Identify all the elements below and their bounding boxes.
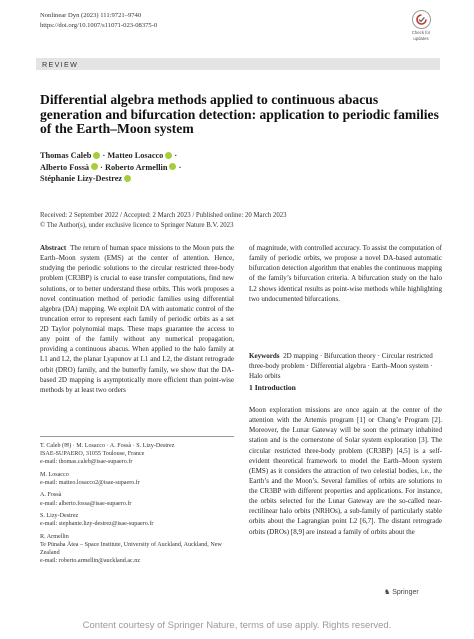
section-tag-bar [36, 58, 440, 70]
publisher-logo [384, 588, 419, 596]
author-separator: · [100, 162, 103, 172]
orcid-icon[interactable] [169, 163, 176, 170]
author-separator: · [178, 162, 182, 172]
author-name[interactable]: Alberto Fossà [40, 162, 90, 172]
email-link[interactable]: e-mail: stephanie.lizy-destrez@isae-supaero.fr [40, 521, 154, 528]
courtesy-notice: Content courtesy of Springer Nature, terms of use apply. Rights reserved. [82, 620, 392, 631]
dates-line: Received: 2 September 2022 / Accepted: 2 March 2023 / Published online: 20 March 2023 [40, 212, 287, 219]
badge-line-2: updates [413, 36, 429, 41]
footnote-line: T. Caleb (✉) · M. Losacco · A. Fossà · S. Lizy-Destrez [40, 443, 175, 449]
footnote-line: M. Losacco [40, 471, 69, 478]
badge-line-1: Check for [411, 30, 431, 35]
abstract-right-column [249, 243, 442, 304]
orcid-icon[interactable] [165, 152, 172, 159]
abstract-left-column [40, 243, 234, 395]
author-name[interactable]: Thomas Caleb [40, 151, 92, 160]
author-name[interactable]: Stéphanie Lizy-Destrez [40, 174, 123, 184]
email-link[interactable]: e-mail: matteo.losacco2@isae-supaero.fr [40, 479, 140, 486]
check-for-updates-icon [412, 10, 431, 29]
footnote-line: S. Lizy-Destrez [40, 513, 79, 520]
journal-header [40, 11, 157, 31]
intro-paragraph: Moon exploration missions are once again at the center of the attention with the Artemis program [1] or Chang’e Program [2]. Moreover, the Lunar Gateway will be soon the primary inhabited station and is the cornerstone of Solar system exploration [3]. The circular restricted three-body problem (CR3BP) [4,5] is a self-evident theoretical framework to model the Earth–Moon system (EMS) as it considers the attraction of two celestial bodies, i.e., the Earth’s and the Moon’s. Several families of orbits are solutions to the CR3BP with different properties and applications. For instance, the orbits selected for the Lunar Gateway are the so-called near-rectilinear halo orbits (NRHOs), a sub-family of particularly stable orbits about the Lagrangian point L2 [6,7]. The distant retrograde orbits (DROs) [8,9] are instead a family of orbits about the [249, 406, 442, 536]
abstract-continuation: of magnitude, with controlled accuracy. To assist the computation of family of periodic orbits, we propose a novel DA-based automatic bifurcation detection algorithm that enables the continuous mapping of the family’s bifurcation criteria. A bifurcation study on the halo L2 shows identical results as point-wise methods while highlighting two undocumented bifurcations. [249, 244, 442, 303]
author-separator: · [102, 151, 106, 160]
author-name[interactable]: Matteo Losacco [107, 151, 164, 160]
keywords-label: Keywords [249, 352, 280, 360]
author-list [40, 150, 300, 185]
footnote-block [40, 512, 234, 528]
publisher-name: Springer [392, 589, 419, 596]
publication-dates [40, 211, 287, 230]
footnote-block [40, 471, 234, 487]
footnote-block [40, 491, 234, 507]
springer-horse-icon: ♞ [384, 589, 391, 596]
footnote-line: Te Pūnaha Ātea – Space Institute, University of Auckland, Auckland, New Zealand [40, 541, 222, 557]
footnote-block [40, 533, 234, 565]
introduction-text [249, 405, 442, 537]
footnote-divider [40, 436, 234, 437]
section-tag: REVIEW [42, 59, 79, 69]
journal-citation: Nonlinear Dyn (2023) 111:9721–9740 [40, 12, 142, 19]
keywords [249, 351, 442, 381]
author-separator: · [174, 151, 178, 160]
affiliation-footnotes [40, 442, 234, 570]
author-name[interactable]: Roberto Armellin [105, 162, 168, 172]
email-link[interactable]: e-mail: thomas.caleb@isae-supaero.fr [40, 459, 133, 466]
footnote-line: R. Armellin [40, 533, 69, 540]
orcid-icon[interactable] [91, 163, 98, 170]
check-for-updates-badge[interactable] [405, 10, 437, 41]
email-link[interactable]: e-mail: roberto.armellin@auckland.ac.nz [40, 558, 141, 565]
footnote-line: ISAE-SUPAERO, 31055 Toulouse, France [40, 451, 145, 458]
email-link[interactable]: e-mail: alberto.fossa@isae-supaero.fr [40, 500, 132, 507]
paper-title: Differential algebra methods applied to continuous abacus generation and bifurcation detection: application to periodic families of the Earth–Moon system [40, 92, 439, 137]
footnote-block [40, 442, 234, 466]
orcid-icon[interactable] [124, 175, 131, 182]
keywords-text: 2D mapping · Bifurcation theory · Circular restricted three-body problem · Differential algebra · Earth–Moon system · Halo orbits [249, 352, 433, 381]
section-heading: 1 Introduction [249, 383, 296, 392]
abstract-text: The return of human space missions to the Moon puts the Earth–Moon system (EMS) at the center of attention. Hence, studying the periodic solutions to the circular restricted three-body problem (CR3BP) is crucial to ease transfer computations, find new solutions, or to better understand these orbits. This work proposes a novel continuation method of periodic families using differential algebra (DA) mapping. We exploit DA with automatic control of the truncation error to represent each family of periodic orbits as a set 2D Taylor polynomial maps. These maps guarantee the access to any point of the family without any numerical propagation, providing a continuous abacus. When applied to the halo family at L1 and L2, the planar Lyapunov at L1 and L2, the distant retrograde orbit (DRO) family, and the butterfly family, we show that the DA-based 2D mapping is asymptotically more efficient than point-wise methods by at least two orders [40, 244, 234, 394]
copyright-line: © The Author(s), under exclusive licence to Springer Nature B.V. 2023 [40, 221, 234, 229]
footnote-line: A. Fossà [40, 492, 62, 499]
orcid-icon[interactable] [93, 152, 100, 159]
doi-link[interactable]: https://doi.org/10.1007/s11071-023-08375-0 [40, 21, 158, 29]
abstract-label: Abstract [40, 244, 67, 252]
